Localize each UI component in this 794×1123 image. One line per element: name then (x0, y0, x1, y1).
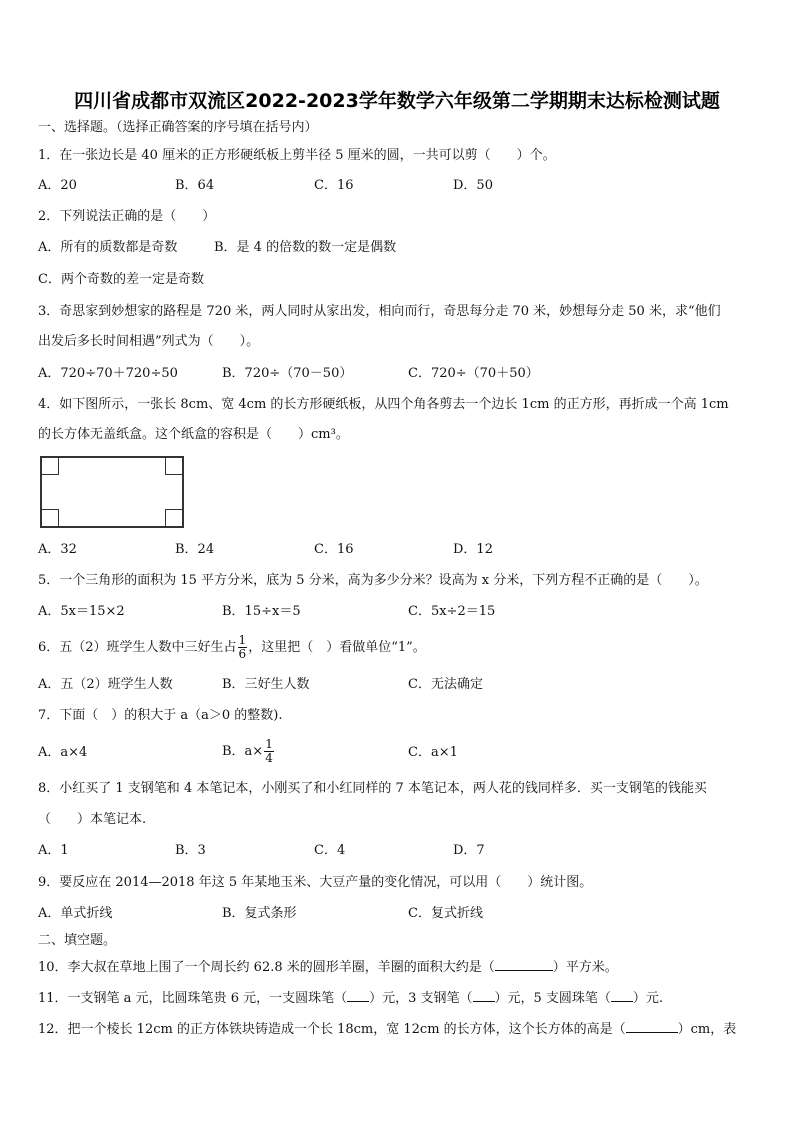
corner-square-top-right (165, 457, 183, 475)
q12-text-post: ）cm，表 (677, 1022, 737, 1037)
question-3-line-1: 3．奇思家到妙想家的路程是 720 米，两人同时从家出发，相向而行，奇思每分走 70 米，妙想每分走 50 米，求“他们 (38, 304, 721, 319)
q11-text-2: ）元，3 支钢笔（ (369, 991, 473, 1006)
section-choice-heading: 一、选择题。（选择正确答案的序号填在括号内） (38, 120, 318, 135)
question-5: 5．一个三角形的面积为 15 平方分米，底为 5 分米，高为多少分米？设高为 x 分米，下列方程不正确的是（ ）。 (38, 573, 708, 588)
q7-fraction-denominator: 4 (265, 751, 273, 765)
question-9: 9．要反应在 2014—2018 年这 5 年某地玉米、大豆产量的变化情况，可以用（ ）统计图。 (38, 875, 593, 890)
q9-option-a: A．单式折线 (38, 906, 113, 921)
question-1: 1．在一张边长是 40 厘米的正方形硬纸板上剪半径 5 厘米的圆，一共可以剪（ ）个。 (38, 148, 556, 163)
question-7: 7．下面（ ）的积大于 a（a＞0 的整数). (38, 708, 283, 723)
q7-fraction (264, 738, 274, 765)
q12-text-pre: 12．把一个棱长 12cm 的正方体铁块铸造成一个长 18cm，宽 12cm 的长方体，这个长方体的高是（ (38, 1022, 626, 1037)
q4-option-a: A．32 (38, 542, 77, 557)
question-11 (38, 989, 663, 1007)
q7-option-a: A．a×4 (38, 745, 88, 760)
q6-option-a: A．五（2）班学生人数 (38, 677, 173, 692)
question-8-line-1: 8．小红买了 1 支钢笔和 4 本笔记本，小刚买了和小红同样的 7 本笔记本，两人花的钱同样多．买一支钢笔的钱能买 (38, 781, 707, 796)
q1-option-c: C．16 (314, 178, 354, 193)
q10-answer-blank[interactable] (495, 958, 553, 971)
question-12 (38, 1020, 736, 1038)
q10-text-post: ）平方米。 (552, 960, 618, 975)
q1-option-d: D．50 (453, 178, 493, 193)
q11-answer-blank-1[interactable] (347, 989, 369, 1002)
q8-option-c: C．4 (314, 843, 346, 858)
q6-fraction-numerator: 1 (238, 633, 247, 647)
q3-option-b: B．720÷（70－50） (222, 366, 353, 381)
q8-option-a: A．1 (38, 843, 69, 858)
q9-option-b: B．复式条形 (222, 906, 297, 921)
page-title: 四川省成都市双流区2022-2023学年数学六年级第二学期期末达标检测试题 (74, 90, 720, 112)
q6-option-c: C．无法确定 (408, 677, 483, 692)
q4-option-d: D．12 (453, 542, 493, 557)
q11-answer-blank-3[interactable] (611, 989, 633, 1002)
q6-fraction-denominator: 6 (238, 647, 247, 661)
q2-option-c: C．两个奇数的差一定是奇数 (38, 272, 204, 287)
q1-option-a: A．20 (38, 178, 77, 193)
q3-option-a: A．720÷70＋720÷50 (38, 366, 178, 381)
q6-text-pre: 6．五（2）班学生人数中三好生占 (38, 640, 237, 655)
q9-option-c: C．复式折线 (408, 906, 483, 921)
q4-option-c: C．16 (314, 542, 354, 557)
question-6 (38, 634, 426, 662)
corner-square-bottom-right (165, 509, 183, 527)
q11-text-1: 11．一支钢笔 a 元，比圆珠笔贵 6 元，一支圆珠笔（ (38, 991, 348, 1006)
q8-option-d: D．7 (453, 843, 485, 858)
q5-option-c: C．5x÷2＝15 (408, 604, 496, 619)
q6-fraction (238, 634, 248, 661)
q5-option-a: A．5x＝15×2 (38, 604, 125, 619)
q10-text-pre: 10．李大叔在草地上围了一个周长约 62.8 米的圆形羊圈，羊圈的面积大约是（ (38, 960, 495, 975)
question-4-line-2: 的长方体无盖纸盒。这个纸盒的容积是（ ）cm³。 (38, 427, 349, 442)
question-3-line-2: 出发后多长时间相遇”列式为（ ）。 (38, 334, 260, 349)
question-4-line-1: 4．如下图所示，一张长 8cm、宽 4cm 的长方形硬纸板，从四个角各剪去一个边长 1cm 的正方形，再折成一个高 1cm (38, 397, 729, 412)
q11-text-3: ）元，5 支圆珠笔（ (494, 991, 611, 1006)
section-fill-heading: 二、填空题。 (38, 933, 117, 948)
q12-answer-blank[interactable] (626, 1020, 678, 1033)
corner-square-top-left (41, 457, 59, 475)
q6-text-post: ，这里把（ ）看做单位“1”。 (248, 640, 426, 655)
q11-text-4: ）元. (632, 991, 664, 1006)
q5-option-b: B．15÷x＝5 (222, 604, 301, 619)
q8-option-b: B．3 (175, 843, 206, 858)
q4-option-b: B．24 (175, 542, 215, 557)
question-8-line-2: （ ）本笔记本. (38, 812, 147, 827)
q7-option-b-text: B．a× (222, 744, 264, 759)
q7-option-b (222, 738, 275, 766)
q2-option-b: B．是 4 的倍数的数一定是偶数 (214, 240, 397, 255)
corner-square-bottom-left (41, 509, 59, 527)
q11-answer-blank-2[interactable] (473, 989, 495, 1002)
q2-option-a: A．所有的质数都是奇数 (38, 240, 178, 255)
q7-option-c: C．a×1 (408, 745, 458, 760)
q1-option-b: B．64 (175, 178, 215, 193)
question-10 (38, 958, 618, 976)
cardboard-figure (40, 456, 184, 528)
q3-option-c: C．720÷（70＋50） (408, 366, 539, 381)
question-2: 2．下列说法正确的是（ ） (38, 209, 216, 224)
q6-option-b: B．三好生人数 (222, 677, 310, 692)
q7-fraction-numerator: 1 (265, 737, 273, 751)
